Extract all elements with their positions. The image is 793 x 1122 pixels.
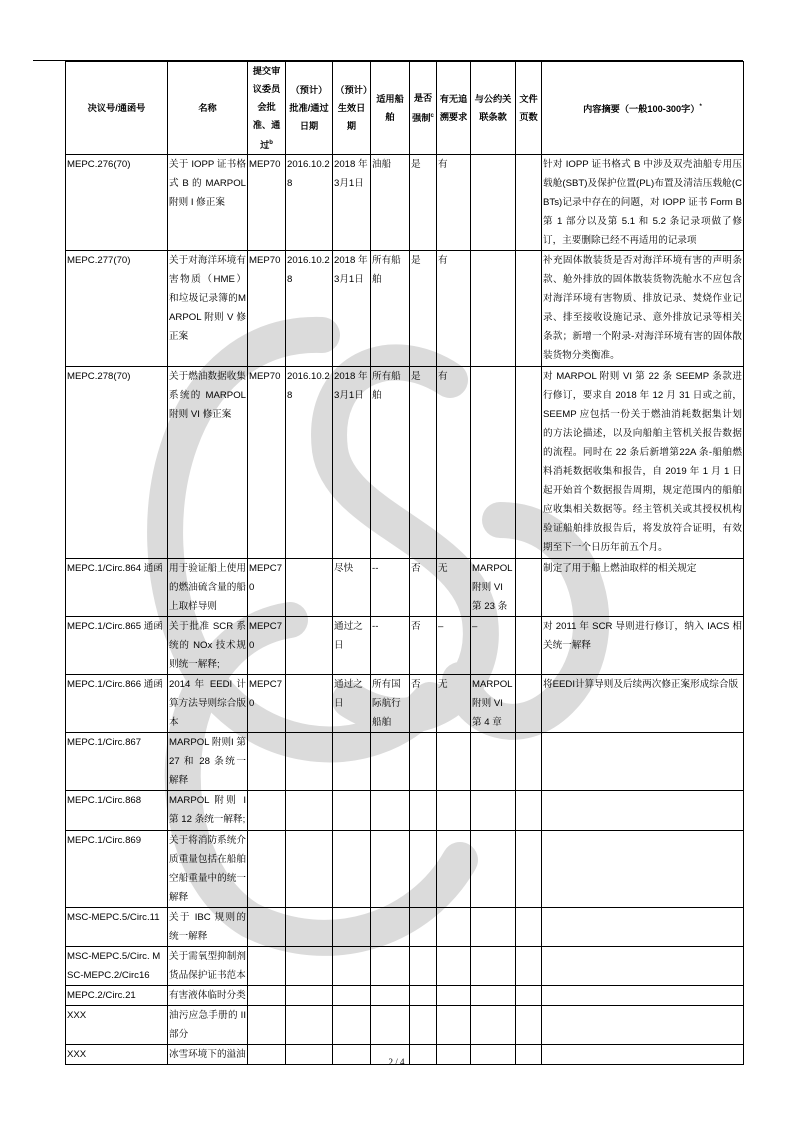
resolution-id-cell: MSC-MEPC.5/Circ. MSC-MEPC.2/Circ16 bbox=[66, 947, 168, 986]
applicable-ships-cell bbox=[371, 831, 410, 908]
applicable-ships-cell bbox=[371, 947, 410, 986]
page-count-cell bbox=[516, 367, 542, 559]
effective-date-cell: 通过之日 bbox=[333, 617, 371, 675]
applicable-ships-cell: -- bbox=[371, 559, 410, 617]
effective-date-cell: 通过之日 bbox=[333, 675, 371, 733]
applicable-ships-cell bbox=[371, 986, 410, 1006]
page-count-cell bbox=[516, 733, 542, 791]
mandatory-cell: 是 bbox=[410, 155, 437, 251]
table-row bbox=[66, 1006, 744, 1045]
resolution-id-cell: MEPC.1/Circ.865 通函 bbox=[66, 617, 168, 675]
header-cell: 提交审议委员会批准、通过$^b$ bbox=[248, 62, 286, 155]
header-cell: 适用船舶 bbox=[371, 62, 410, 155]
header-cell: 内容摘要（一般100-300字）* bbox=[542, 62, 744, 155]
header-cell: 与公约关联条款 bbox=[471, 62, 516, 155]
committee-cell: MEPC70 bbox=[248, 675, 286, 733]
applicable-ships-cell bbox=[371, 733, 410, 791]
table-row bbox=[66, 675, 744, 733]
mandatory-cell bbox=[410, 908, 437, 947]
convention-link-cell bbox=[471, 367, 516, 559]
table-row bbox=[66, 617, 744, 675]
effective-date-cell bbox=[333, 908, 371, 947]
mandatory-cell: 否 bbox=[410, 559, 437, 617]
page-count-cell bbox=[516, 986, 542, 1006]
effective-date-cell bbox=[333, 1006, 371, 1045]
approval-date-cell bbox=[286, 1006, 333, 1045]
effective-date-cell bbox=[333, 831, 371, 908]
applicable-ships-cell: 所有国际航行船舶 bbox=[371, 675, 410, 733]
table-row bbox=[66, 791, 744, 831]
summary-cell: 对 MARPOL 附则 VI 第 22 条 SEEMP 条款进行修订，要求自 2018 年 12 月 31 日或之前，SEEMP 应包括一份关于燃油消耗数据集计划的方法论描述，以及向船舶主管机关报告数据的流程。同时在 22 条后新增第22A 条-船舶燃料消耗数据收集和报告，自 2019 年 1 月 1 日起开始首个数据报告周期，规定范围内的船舶应收集相关数据等。经主管机关或其授权机构验证船舶排放报告后，将发放符合证明，有效期至下一个日历年前五个月。 bbox=[542, 367, 744, 559]
retroactive-cell: 有 bbox=[437, 367, 471, 559]
table-row bbox=[66, 367, 744, 559]
resolution-id-cell: XXX bbox=[66, 1006, 168, 1045]
committee-cell bbox=[248, 1006, 286, 1045]
retroactive-cell bbox=[437, 986, 471, 1006]
committee-cell: MEP70 bbox=[248, 155, 286, 251]
summary-cell bbox=[542, 1006, 744, 1045]
table-row bbox=[66, 986, 744, 1006]
resolution-id-cell: MEPC.2/Circ.21 bbox=[66, 986, 168, 1006]
applicable-ships-cell bbox=[371, 908, 410, 947]
page-count-cell bbox=[516, 908, 542, 947]
convention-link-cell bbox=[471, 986, 516, 1006]
page-number: 2 / 4 bbox=[388, 1057, 405, 1067]
approval-date-cell bbox=[286, 908, 333, 947]
retroactive-cell bbox=[437, 733, 471, 791]
convention-link-cell bbox=[471, 791, 516, 831]
convention-link-cell: – bbox=[471, 617, 516, 675]
convention-link-cell: MARPOL 附则 VI 第 4 章 bbox=[471, 675, 516, 733]
approval-date-cell bbox=[286, 831, 333, 908]
approval-date-cell bbox=[286, 986, 333, 1006]
retroactive-cell: 有 bbox=[437, 251, 471, 367]
page-count-cell bbox=[516, 155, 542, 251]
convention-link-cell bbox=[471, 831, 516, 908]
applicable-ships-cell bbox=[371, 791, 410, 831]
summary-cell: 对 2011 年 SCR 导则进行修订，纳入 IACS 相关统一解释 bbox=[542, 617, 744, 675]
header-cell: （预计）批准/通过日期 bbox=[286, 62, 333, 155]
applicable-ships-cell: 所有船舶 bbox=[371, 251, 410, 367]
approval-date-cell bbox=[286, 617, 333, 675]
retroactive-cell: 无 bbox=[437, 675, 471, 733]
page-count-cell bbox=[516, 251, 542, 367]
retroactive-cell: 无 bbox=[437, 559, 471, 617]
mandatory-cell: 是 bbox=[410, 251, 437, 367]
name-cell: MARPOL 附则 I 第 12 条统一解释; bbox=[168, 791, 248, 831]
name-cell: 关于燃油数据收集系统的 MARPOL 附则 VI 修正案 bbox=[168, 367, 248, 559]
table-row bbox=[66, 947, 744, 986]
table-row bbox=[66, 155, 744, 251]
page-count-cell bbox=[516, 675, 542, 733]
summary-cell: 制定了用于船上燃油取样的相关规定 bbox=[542, 559, 744, 617]
approval-date-cell bbox=[286, 559, 333, 617]
applicable-ships-cell bbox=[371, 1006, 410, 1045]
resolution-id-cell: MEPC.276(70) bbox=[66, 155, 168, 251]
summary-cell bbox=[542, 986, 744, 1006]
committee-cell: MEPC70 bbox=[248, 559, 286, 617]
mandatory-cell: 否 bbox=[410, 675, 437, 733]
resolution-id-cell: XXX bbox=[66, 1045, 168, 1065]
table-row bbox=[66, 251, 744, 367]
mandatory-cell bbox=[410, 986, 437, 1006]
resolution-id-cell: MEPC.1/Circ.868 bbox=[66, 791, 168, 831]
regulation-table bbox=[65, 61, 744, 1065]
committee-cell bbox=[248, 986, 286, 1006]
convention-link-cell bbox=[471, 908, 516, 947]
mandatory-cell bbox=[410, 947, 437, 986]
effective-date-cell: 尽快 bbox=[333, 559, 371, 617]
retroactive-cell: – bbox=[437, 617, 471, 675]
resolution-id-cell: MEPC.1/Circ.869 bbox=[66, 831, 168, 908]
resolution-id-cell: MSC-MEPC.5/Circ.11 bbox=[66, 908, 168, 947]
summary-cell bbox=[542, 831, 744, 908]
name-cell: 关于需氧型抑制剂货品保护证书范本 bbox=[168, 947, 248, 986]
resolution-id-cell: MEPC.1/Circ.866 通函 bbox=[66, 675, 168, 733]
summary-cell bbox=[542, 791, 744, 831]
page-count-cell bbox=[516, 791, 542, 831]
applicable-ships-cell: -- bbox=[371, 617, 410, 675]
approval-date-cell bbox=[286, 675, 333, 733]
resolution-id-cell: MEPC.1/Circ.867 bbox=[66, 733, 168, 791]
mandatory-cell: 是 bbox=[410, 367, 437, 559]
convention-link-cell: MARPOL 附则 VI 第 23 条 bbox=[471, 559, 516, 617]
table-row bbox=[66, 733, 744, 791]
approval-date-cell bbox=[286, 947, 333, 986]
approval-date-cell bbox=[286, 791, 333, 831]
committee-cell: MEP70 bbox=[248, 367, 286, 559]
retroactive-cell bbox=[437, 791, 471, 831]
approval-date-cell: 2016.10.28 bbox=[286, 251, 333, 367]
summary-cell bbox=[542, 947, 744, 986]
table-header-row bbox=[66, 62, 744, 155]
header-cell: 名称 bbox=[168, 62, 248, 155]
resolution-id-cell: MEPC.277(70) bbox=[66, 251, 168, 367]
convention-link-cell bbox=[471, 1006, 516, 1045]
convention-link-cell bbox=[471, 251, 516, 367]
name-cell: 关于将消防系统介质重量包括在船舶空船重量中的统一解释 bbox=[168, 831, 248, 908]
committee-cell: MEPC70 bbox=[248, 617, 286, 675]
header-cell: 有无追溯要求 bbox=[437, 62, 471, 155]
name-cell: 关于批准 SCR 系统的 NOx 技术规则统一解释; bbox=[168, 617, 248, 675]
name-cell: 2014 年 EEDI 计算方法导则综合版本 bbox=[168, 675, 248, 733]
page-count-cell bbox=[516, 559, 542, 617]
name-cell: 油污应急手册的 II 部分 bbox=[168, 1006, 248, 1045]
effective-date-cell bbox=[333, 947, 371, 986]
mandatory-cell bbox=[410, 1006, 437, 1045]
retroactive-cell bbox=[437, 947, 471, 986]
applicable-ships-cell: 油船 bbox=[371, 155, 410, 251]
retroactive-cell bbox=[437, 831, 471, 908]
name-cell: 关于对海洋环境有害物质（HME）和垃圾记录簿的MARPOL 附则 V 修正案 bbox=[168, 251, 248, 367]
summary-cell: 将EEDI计算导则及后续两次修正案形成综合版 bbox=[542, 675, 744, 733]
retroactive-cell bbox=[437, 1006, 471, 1045]
committee-cell bbox=[248, 947, 286, 986]
committee-cell bbox=[248, 791, 286, 831]
convention-link-cell bbox=[471, 733, 516, 791]
header-cell: 决议号/通函号 bbox=[66, 62, 168, 155]
mandatory-cell bbox=[410, 791, 437, 831]
effective-date-cell bbox=[333, 986, 371, 1006]
summary-cell bbox=[542, 733, 744, 791]
committee-cell: MEP70 bbox=[248, 251, 286, 367]
table-row bbox=[66, 831, 744, 908]
page-count-cell bbox=[516, 617, 542, 675]
approval-date-cell: 2016.10.28 bbox=[286, 155, 333, 251]
table-row bbox=[66, 559, 744, 617]
approval-date-cell: 2016.10.28 bbox=[286, 367, 333, 559]
approval-date-cell bbox=[286, 733, 333, 791]
name-cell: 有害液体临时分类 bbox=[168, 986, 248, 1006]
page-count-cell bbox=[516, 831, 542, 908]
effective-date-cell bbox=[333, 733, 371, 791]
name-cell: 关于 IBC 规则的统一解释 bbox=[168, 908, 248, 947]
summary-cell bbox=[542, 908, 744, 947]
summary-cell: 补充固体散装货是否对海洋环境有害的声明条款、舱外排放的固体散装货物洗舱水不应包含对海洋环境有害物质、排放记录、焚烧作业记录、排至接收设施记录、意外排放记录等相关条款；新增一个附录-对海洋环境有害的固体散装货物分类衡准。 bbox=[542, 251, 744, 367]
committee-cell bbox=[248, 733, 286, 791]
header-cell: 文件页数 bbox=[516, 62, 542, 155]
header-cell: 是否强制$^c$ bbox=[410, 62, 437, 155]
convention-link-cell bbox=[471, 947, 516, 986]
effective-date-cell: 2018 年3月1日 bbox=[333, 155, 371, 251]
name-cell: 用于验证船上使用的燃油硫含量的船上取样导则 bbox=[168, 559, 248, 617]
header-cell: （预计）生效日期 bbox=[333, 62, 371, 155]
retroactive-cell bbox=[437, 908, 471, 947]
effective-date-cell bbox=[333, 791, 371, 831]
mandatory-cell: 否 bbox=[410, 617, 437, 675]
name-cell: 关于 IOPP 证书格式 B 的 MARPOL 附则 I 修正案 bbox=[168, 155, 248, 251]
retroactive-cell: 有 bbox=[437, 155, 471, 251]
applicable-ships-cell: 所有船舶 bbox=[371, 367, 410, 559]
page-count-cell bbox=[516, 947, 542, 986]
effective-date-cell: 2018 年3月1日 bbox=[333, 367, 371, 559]
committee-cell bbox=[248, 831, 286, 908]
name-cell: MARPOL 附则I 第 27 和 28 条统一解释 bbox=[168, 733, 248, 791]
page-count-cell bbox=[516, 1006, 542, 1045]
resolution-id-cell: MEPC.1/Circ.864 通函 bbox=[66, 559, 168, 617]
table-row bbox=[66, 908, 744, 947]
mandatory-cell bbox=[410, 733, 437, 791]
committee-cell bbox=[248, 908, 286, 947]
effective-date-cell: 2018 年3月1日 bbox=[333, 251, 371, 367]
summary-cell: 针对 IOPP 证书格式 B 中涉及双壳油船专用压载舱(SBT)及保护位置(PL)布置及清洁压载舱(CBTs)记录中存在的问题，对 IOPP 证书 Form B 第 1 部分以及第 5.1 和 5.2 条记录项做了修订，主要删除已经不再适用的记录项 bbox=[542, 155, 744, 251]
mandatory-cell bbox=[410, 831, 437, 908]
name-cell: 冰雪环境下的溢油 bbox=[168, 1045, 248, 1065]
convention-link-cell bbox=[471, 155, 516, 251]
resolution-id-cell: MEPC.278(70) bbox=[66, 367, 168, 559]
